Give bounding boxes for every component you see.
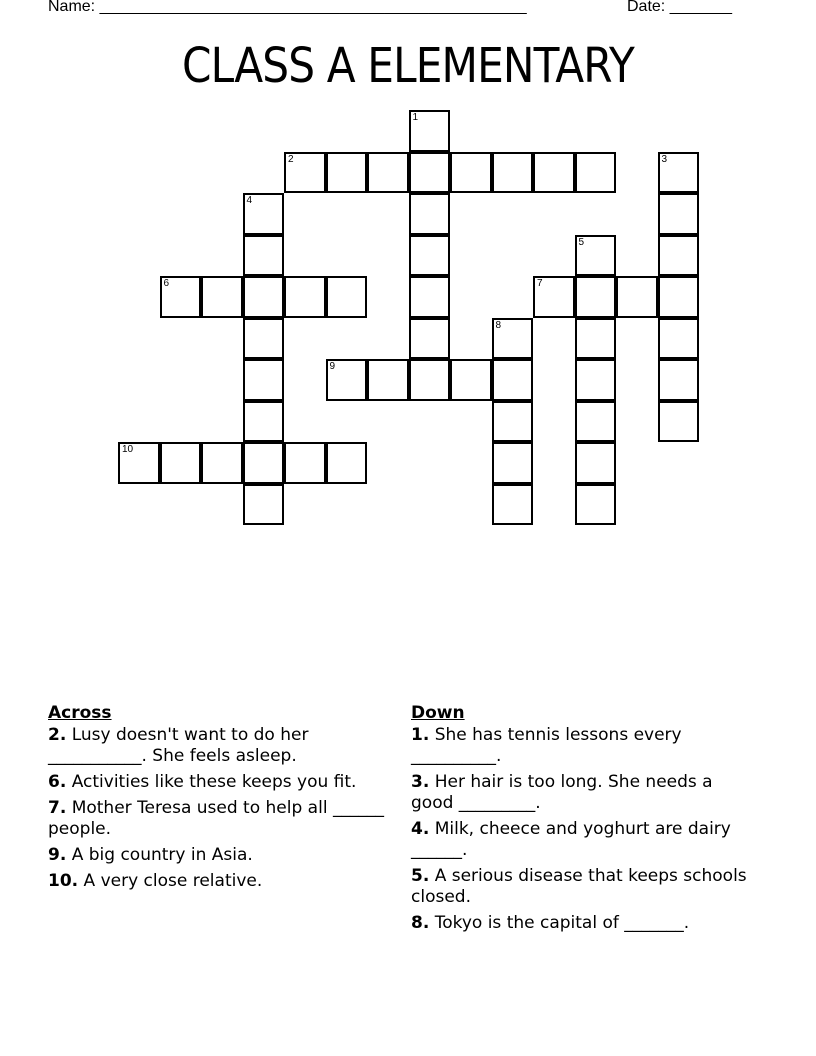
grid-cell[interactable]: [326, 276, 368, 318]
grid-cell[interactable]: [243, 276, 285, 318]
down-clue: [411, 866, 751, 908]
across-clue: [48, 845, 388, 866]
grid-cell[interactable]: [367, 359, 409, 401]
down-clue: [411, 913, 751, 934]
grid-cell[interactable]: [367, 152, 409, 194]
page-title: CLASS A ELEMENTARY: [182, 38, 634, 94]
clue-text: Activities like these keeps you fit.: [71, 772, 357, 792]
cell-number: 1: [412, 112, 419, 123]
across-heading: Across: [48, 703, 112, 723]
across-clue: [48, 772, 388, 793]
down-clues: [411, 703, 751, 939]
clue-number: 1.: [411, 725, 430, 745]
grid-cell[interactable]: [575, 484, 617, 526]
clue-text: Milk, cheece and yoghurt are dairy ______.: [411, 819, 731, 860]
across-clue: [48, 871, 388, 892]
grid-cell[interactable]: [658, 276, 700, 318]
across-clue: [48, 725, 388, 767]
clue-number: 4.: [411, 819, 430, 839]
clue-text: Mother Teresa used to help all ______ people.: [48, 798, 384, 839]
clue-number: 2.: [48, 725, 67, 745]
cell-number: 10: [122, 444, 134, 455]
grid-cell[interactable]: [326, 442, 368, 484]
grid-cell[interactable]: [243, 484, 285, 526]
grid-cell[interactable]: [243, 442, 285, 484]
grid-cell[interactable]: [160, 276, 202, 318]
grid-cell[interactable]: [284, 152, 326, 194]
grid-cell[interactable]: [201, 442, 243, 484]
clue-text: She has tennis lessons every __________.: [411, 725, 682, 766]
grid-cell[interactable]: [284, 442, 326, 484]
grid-cell[interactable]: [575, 359, 617, 401]
grid-cell[interactable]: [575, 235, 617, 277]
grid-cell[interactable]: [533, 276, 575, 318]
down-clue: [411, 772, 751, 814]
grid-cell[interactable]: [575, 401, 617, 443]
clue-number: 5.: [411, 866, 430, 886]
clue-number: 3.: [411, 772, 430, 792]
grid-cell[interactable]: [616, 276, 658, 318]
across-clues: [48, 703, 388, 897]
cell-number: 8: [495, 319, 502, 331]
grid-cell[interactable]: [450, 359, 492, 401]
grid-cell[interactable]: [492, 318, 534, 360]
grid-cell[interactable]: [492, 359, 534, 401]
cell-number: 2: [288, 153, 294, 165]
grid-cell[interactable]: [243, 235, 285, 277]
across-clue: [48, 798, 388, 840]
clue-text: A big country in Asia.: [71, 845, 253, 865]
grid-cell[interactable]: [658, 359, 700, 401]
clue-text: Tokyo is the capital of _______.: [434, 913, 690, 933]
clue-text: Her hair is too long. She needs a good _________.: [411, 772, 713, 813]
grid-cell[interactable]: [492, 401, 534, 443]
cell-number: 3: [661, 153, 668, 165]
grid-cell[interactable]: [409, 235, 451, 277]
grid-cell[interactable]: [243, 401, 285, 443]
grid-cell[interactable]: [575, 442, 617, 484]
grid-cell[interactable]: [118, 442, 160, 484]
clue-number: 9.: [48, 845, 67, 865]
clue-text: A serious disease that keeps schools closed.: [411, 866, 747, 907]
grid-cell[interactable]: [160, 442, 202, 484]
grid-cell[interactable]: [409, 152, 451, 194]
grid-cell[interactable]: [243, 318, 285, 360]
grid-cell[interactable]: [409, 193, 451, 235]
grid-cell[interactable]: [243, 193, 285, 235]
grid-cell[interactable]: [575, 152, 617, 194]
clue-text: Lusy doesn't want to do her ___________. She feels asleep.: [48, 725, 309, 766]
grid-cell[interactable]: [492, 152, 534, 194]
grid-cell[interactable]: [533, 152, 575, 194]
grid-cell[interactable]: [450, 152, 492, 194]
grid-cell[interactable]: [492, 484, 534, 526]
down-heading: Down: [411, 703, 465, 723]
clue-number: 7.: [48, 798, 67, 818]
clue-text: A very close relative.: [83, 871, 263, 891]
grid-cell[interactable]: [492, 442, 534, 484]
clue-number: 6.: [48, 772, 67, 792]
grid-cell[interactable]: [326, 359, 368, 401]
grid-cell[interactable]: [658, 193, 700, 235]
cell-number: 4: [246, 195, 253, 206]
grid-cell[interactable]: [575, 318, 617, 360]
grid-cell[interactable]: [658, 318, 700, 360]
grid-cell[interactable]: [658, 152, 700, 194]
clue-number: 8.: [411, 913, 430, 933]
grid-cell[interactable]: [409, 318, 451, 360]
name-field[interactable]: Name: ________________________________________________: [48, 0, 527, 15]
cell-number: 9: [329, 361, 336, 372]
grid-cell[interactable]: [658, 401, 700, 443]
cell-number: 5: [578, 236, 585, 248]
grid-cell[interactable]: [243, 359, 285, 401]
grid-cell[interactable]: [658, 235, 700, 277]
clue-number: 10.: [48, 871, 79, 891]
cell-number: 7: [537, 278, 543, 289]
grid-cell[interactable]: [409, 110, 451, 152]
cell-number: 6: [163, 278, 170, 289]
date-field[interactable]: Date: _______: [627, 0, 732, 15]
grid-cell[interactable]: [409, 359, 451, 401]
down-clue: [411, 819, 751, 861]
grid-cell[interactable]: [284, 276, 326, 318]
grid-cell[interactable]: [409, 276, 451, 318]
grid-cell[interactable]: [575, 276, 617, 318]
grid-cell[interactable]: [201, 276, 243, 318]
down-clue: [411, 725, 751, 767]
grid-cell[interactable]: [326, 152, 368, 194]
